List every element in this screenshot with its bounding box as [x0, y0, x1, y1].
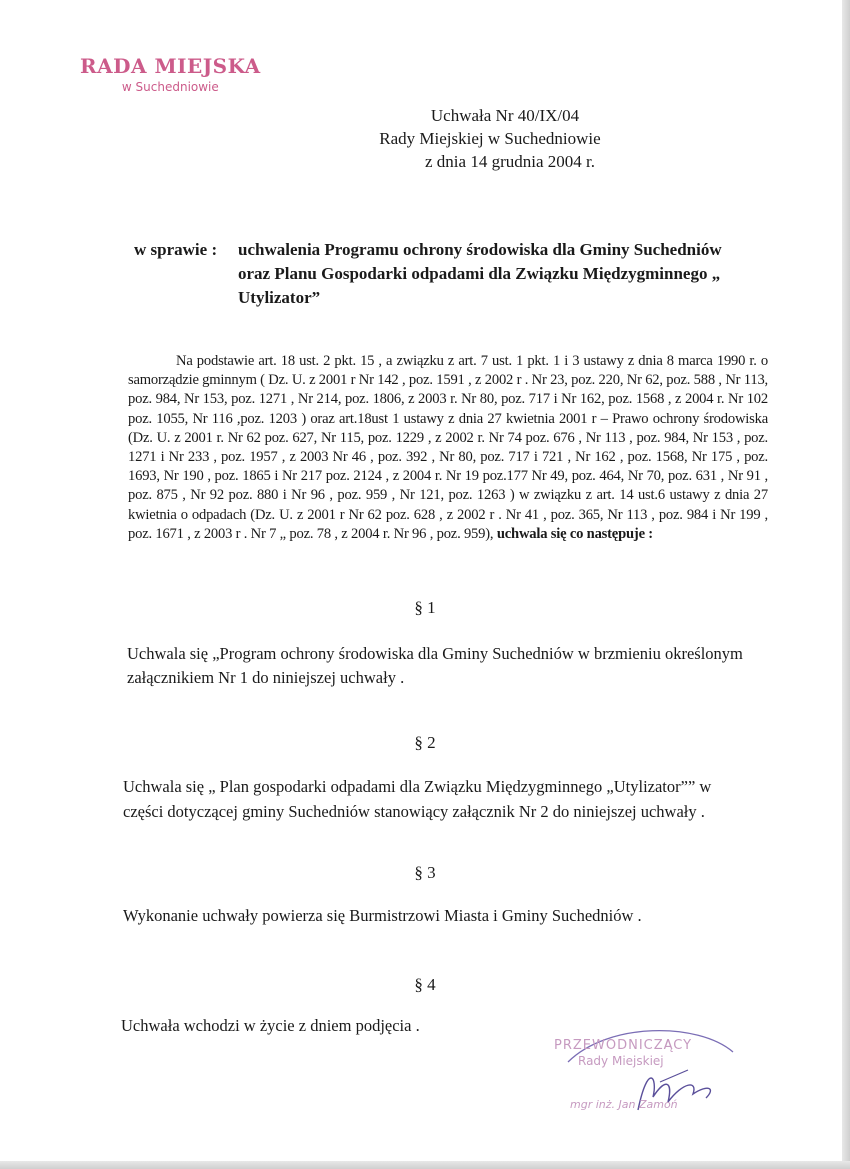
section-1-text: Uchwala się „Program ochrony środowiska dla Gminy Suchedniów w brzmieniu określonym załącznikiem Nr 1 do niniejszej uchwały . — [127, 644, 743, 687]
council-stamp — [80, 54, 261, 94]
scan-edge-bottom — [0, 1161, 850, 1169]
resolution-issuer: Rady Miejskiej w Suchedniowie — [379, 129, 601, 148]
legal-basis — [128, 352, 768, 544]
council-stamp-line1: RADA MIEJSKA — [80, 54, 261, 78]
chairman-stamp-name: mgr inż. Jan Zamoń — [570, 1098, 678, 1111]
chairman-stamp-body: Rady Miejskiej — [578, 1054, 664, 1068]
resolution-number: Uchwała Nr 40/IX/04 — [430, 106, 580, 125]
legal-basis-text: Na podstawie art. 18 ust. 2 pkt. 15 , a związku z art. 7 ust. 1 pkt. 1 i 3 ustawy z dnia 8 marca 1990 r. o samorządzie gminnym ( Dz. U. z 2001 r Nr 142 , poz. 1591 , z 2002 r . Nr 23, poz. 220, Nr 62, poz. 588 , Nr 113, poz. 984, Nr 153, poz. 1271 , Nr 214, poz. 1806, z 2003 r. Nr 80, poz. 717 i Nr 162, poz. 1568 , z 2004 r. Nr 102 poz. 1055, Nr 116 ,poz. 1203 ) oraz art.18ust 1 ustawy z dnia 27 kwietnia 2001 r – Prawo ochrony środowiska (Dz. U. z 2001 r. Nr 62 poz. 627, Nr 115, poz. 1229 , z 2002 r. Nr 74 poz. 676 , Nr 113 , poz. 984, Nr 153 , poz. 1271 i Nr 233 , poz. 1957 , z 2003 Nr 46 , poz. 392 , Nr 80, poz. 717 i 721 , Nr 162 , poz. 1568, Nr 175 , poz. 1693, Nr 190 , poz. 1865 i Nr 217 poz. 2124 , z 2004 r. Nr 19 poz.177 Nr 49, poz. 464, Nr 70, poz. 631 , Nr 91 , poz. 875 , Nr 92 poz. 880 i Nr 96 , poz. 959 , Nr 121, poz. 1263 ) w związku z art. 14 ust.6 ustawy z dnia 27 kwietnia o odpadach (Dz. U. z 2001 r Nr 62 poz. 628 , z 2002 r . Nr 41 , poz. 365, Nr 113 , poz. 984 i Nr 199 , poz. 1671 , z 2003 r . Nr 7 „ poz. 78 , z 2004 r. Nr 96 , poz. 959), — [128, 353, 768, 542]
section-2-text: Uchwala się „ Plan gospodarki odpadami dla Związku Międzygminnego „Utylizator”” w części dotyczącej gminy Suchedniów stanowiący załącznik Nr 2 do niniejszej uchwały . — [123, 777, 712, 821]
chairman-stamp-title: PRZEWODNICZĄCY — [554, 1038, 693, 1053]
section-3-text: Wykonanie uchwały powierza się Burmistrzowi Miasta i Gminy Suchedniów . — [123, 906, 642, 925]
section-4-heading: § 4 — [414, 975, 436, 994]
section-1-heading: § 1 — [414, 598, 436, 617]
chairman-stamp — [548, 1022, 748, 1122]
legal-basis-closing: uchwala się co następuje : — [496, 525, 653, 542]
section-3-heading: § 3 — [414, 863, 436, 882]
council-stamp-line2: w Suchedniowie — [121, 80, 219, 94]
resolution-heading — [340, 104, 640, 173]
section-2-heading: § 2 — [414, 733, 436, 752]
section-4-text: Uchwała wchodzi w życie z dniem podjęcia . — [121, 1016, 420, 1035]
subject-lead: w sprawie : — [134, 240, 218, 259]
resolution-date: z dnia 14 grudnia 2004 r. — [425, 152, 595, 171]
subject-text: uchwalenia Programu ochrony środowiska dla Gminy Suchedniów oraz Planu Gospodarki odpadami dla Związku Międzygminnego „ Utylizator” — [238, 240, 722, 307]
